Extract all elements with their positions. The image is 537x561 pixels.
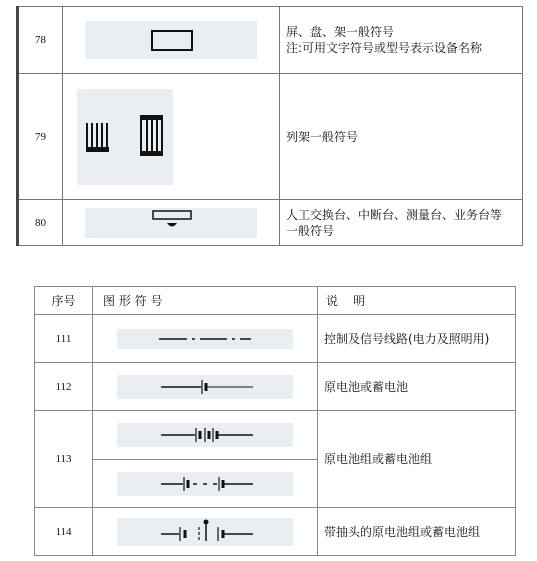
table-row: [35, 315, 516, 363]
description-cell: 原电池或蓄电池: [318, 363, 516, 411]
description-cell: 原电池组或蓄电池组: [318, 411, 516, 508]
table-row: [18, 200, 523, 246]
symbol-cell: [63, 74, 280, 200]
description-cell: [280, 200, 523, 246]
symbol-cell: [93, 508, 318, 556]
table-row: [18, 7, 523, 74]
control-line-symbol: [117, 329, 293, 349]
row-number: 114: [35, 508, 93, 556]
column-header: 序号: [35, 287, 93, 315]
description-line: 人工交换台、中断台、测量台、业务台等: [286, 207, 503, 222]
description-cell: [280, 74, 523, 200]
switchboard-symbol: [85, 208, 257, 238]
symbol-cell: [93, 411, 318, 460]
tapped-battery-group-symbol: [117, 518, 293, 546]
battery-group-symbol: [117, 423, 293, 447]
symbol-cell: [63, 200, 280, 246]
table-row: [18, 74, 523, 200]
description-cell: 带抽头的原电池组或蓄电池组: [318, 508, 516, 556]
row-number: 112: [35, 363, 93, 411]
battery-symbol: [117, 375, 293, 399]
table-row: [35, 411, 516, 460]
symbol-cell: [93, 363, 318, 411]
symbol-cell: [93, 315, 318, 363]
table-row: [35, 363, 516, 411]
description-line: 注:可用文字符号或型号表示设备名称: [286, 41, 483, 55]
row-number: 113: [35, 411, 93, 508]
description-line: 列架一般符号: [286, 129, 359, 144]
table-header-row: [35, 287, 516, 315]
description-line: 屏、盘、架一般符号: [286, 25, 395, 39]
symbol-cell: [93, 460, 318, 508]
battery-group-dashed-symbol: [117, 472, 293, 496]
column-header: 说 明: [318, 287, 516, 315]
row-number: 111: [35, 315, 93, 363]
symbol-cell: [63, 7, 280, 74]
rack-row-symbol: [77, 89, 173, 185]
description-cell: [280, 7, 523, 74]
symbol-table-1: [16, 6, 523, 246]
screen-panel-symbol: [85, 21, 257, 59]
row-number: 79: [18, 74, 63, 200]
symbol-table-2: [34, 286, 516, 556]
description-cell: 控制及信号线路(电力及照明用): [318, 315, 516, 363]
column-header: 图 形 符 号: [93, 287, 318, 315]
description-line: 一般符号: [286, 223, 335, 238]
row-number: 80: [18, 200, 63, 246]
row-number: 78: [18, 7, 63, 74]
table-row: [35, 508, 516, 556]
